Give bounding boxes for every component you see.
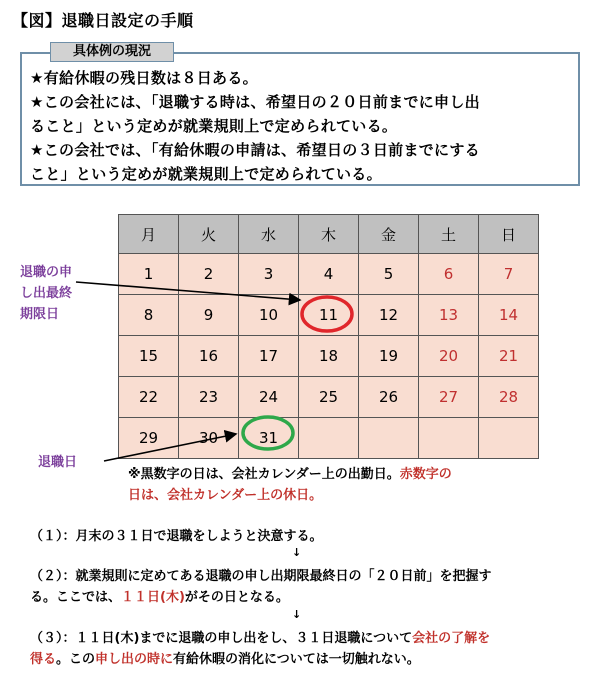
calendar-day: 19: [359, 336, 419, 377]
step-2-text-end: がその日となる。: [184, 590, 289, 605]
step-2-text: る。ここでは、: [30, 590, 122, 605]
weekday-sun: 日: [479, 215, 539, 254]
weekday-mon: 月: [119, 215, 179, 254]
step-2-line-2: [30, 587, 590, 608]
calendar-day: 25: [299, 377, 359, 418]
step-3-text-2: 。この: [56, 652, 96, 667]
calendar-holiday: 6: [419, 254, 479, 295]
calendar-note: [128, 464, 558, 506]
note-black: ※黒数字の日は、会社カレンダー上の出勤日。: [128, 467, 400, 482]
calendar-day: 8: [119, 295, 179, 336]
down-arrow-2: ↓: [292, 608, 302, 621]
calendar-day: 9: [179, 295, 239, 336]
step-3: [30, 628, 590, 670]
calendar-day: 26: [359, 377, 419, 418]
step-3-line-2: [30, 649, 590, 670]
calendar-day: 10: [239, 295, 299, 336]
deadline-label-line-2: し出最終: [20, 286, 73, 301]
calendar-day: 24: [239, 377, 299, 418]
step-3-highlight-1: 会社の了解を: [412, 631, 491, 646]
calendar-day: 15: [119, 336, 179, 377]
calendar-day: 23: [179, 377, 239, 418]
calendar-day: 30: [179, 418, 239, 459]
calendar-day: 16: [179, 336, 239, 377]
step-1: （１）：月末の３１日で退職をしようと決意する。: [30, 529, 323, 544]
page-title: 【図】退職日設定の手順: [12, 11, 194, 30]
deadline-label-line-3: 期限日: [20, 307, 60, 322]
weekday-tue: 火: [179, 215, 239, 254]
retire-arrow: [104, 434, 236, 461]
calendar-holiday: 14: [479, 295, 539, 336]
step-2-line-1: （２）：就業規則に定めてある退職の申し出期限最終日の「２０日前」を把握す: [30, 569, 492, 584]
calendar-holiday: 28: [479, 377, 539, 418]
weekday-thu: 木: [299, 215, 359, 254]
calendar-day: 18: [299, 336, 359, 377]
note-red-a: 赤数字の: [399, 467, 452, 482]
weekday-wed: 水: [239, 215, 299, 254]
calendar-day: 2: [179, 254, 239, 295]
situation-line-5: こと」という定めが就業規則上で定められている。: [30, 165, 382, 183]
calendar-holiday: 13: [419, 295, 479, 336]
deadline-arrow: [76, 282, 300, 300]
weekday-fri: 金: [359, 215, 419, 254]
weekday-sat: 土: [419, 215, 479, 254]
step-3-highlight-2: 得る: [30, 652, 57, 667]
situation-line-1: ★有給休暇の残日数は８日ある。: [30, 69, 258, 87]
situation-line-2: ★この会社には、「退職する時は、希望日の２０日前までに申し出: [30, 93, 480, 111]
calendar-holiday: 20: [419, 336, 479, 377]
step-3-text-3: 有給休暇の消化については一切触れない。: [173, 652, 420, 667]
calendar-day: 5: [359, 254, 419, 295]
step-2: [30, 566, 590, 608]
deadline-circle: [302, 297, 352, 331]
calendar-day: 17: [239, 336, 299, 377]
calendar-holiday: 27: [419, 377, 479, 418]
calendar-day-deadline: 11: [299, 295, 359, 336]
calendar-holiday: 7: [479, 254, 539, 295]
situation-label: 具体例の現況: [50, 42, 174, 62]
calendar-holiday: 21: [479, 336, 539, 377]
calendar-day: 1: [119, 254, 179, 295]
deadline-label-line-1: 退職の申: [20, 265, 73, 280]
situation-line-3: ること」という定めが就業規則上で定められている。: [30, 117, 398, 135]
retire-label: 退職日: [38, 455, 78, 470]
situation-line-4: ★この会社では、「有給休暇の申請は、希望日の３日前までにする: [30, 141, 480, 159]
calendar-day: 3: [239, 254, 299, 295]
step-3-text: （３）：１１日(木)までに退職の申し出をし、３１日退職について: [30, 631, 413, 646]
deadline-label: [20, 262, 72, 325]
retire-circle: [243, 417, 293, 449]
note-red-b: 日は、会社カレンダー上の休日。: [128, 488, 323, 503]
step-2-highlight: １１日(木): [121, 590, 185, 605]
calendar-day: 29: [119, 418, 179, 459]
step-3-line-1: [30, 628, 590, 649]
calendar-day-retire: 31: [239, 418, 299, 459]
calendar-day: 4: [299, 254, 359, 295]
calendar-day: 22: [119, 377, 179, 418]
step-3-highlight-3: 申し出の時に: [95, 652, 174, 667]
down-arrow-1: ↓: [292, 546, 302, 559]
calendar-day: 12: [359, 295, 419, 336]
